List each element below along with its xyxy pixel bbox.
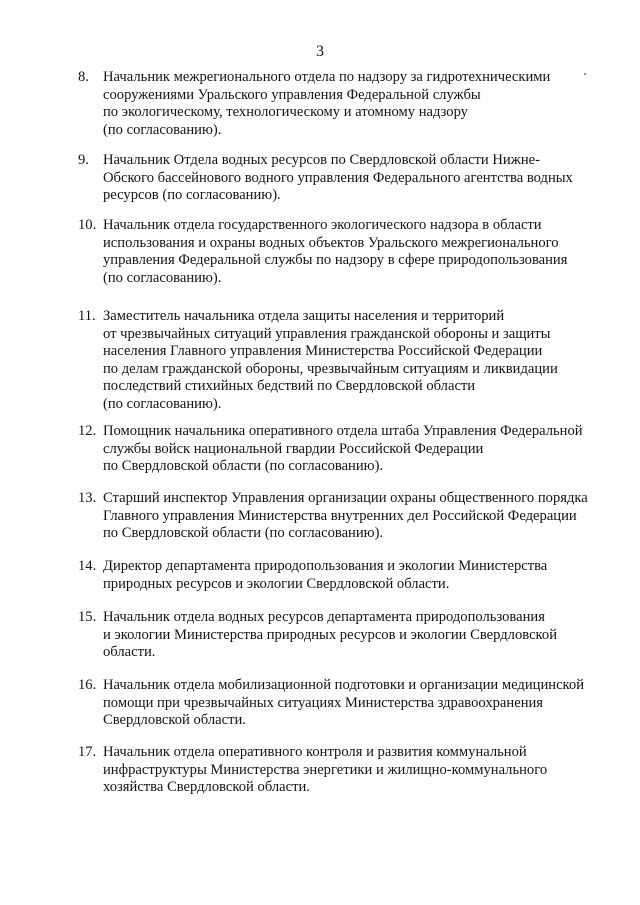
list-item: [78, 677, 608, 730]
item-text: [103, 609, 608, 662]
item-text-line: и экологии Министерства природных ресурсов и экологии Свердловской: [103, 626, 558, 643]
item-text-line: природных ресурсов и экологии Свердловской области.: [103, 575, 450, 592]
item-text-line: хозяйства Свердловской области.: [103, 779, 310, 796]
item-text-line: службы войск национальной гвардии Российской Федерации: [103, 440, 484, 457]
item-text-line: Начальник отдела оперативного контроля и развития коммунальной: [103, 744, 527, 760]
item-text-line: от чрезвычайных ситуаций управления гражданской обороны и защиты: [103, 325, 551, 342]
item-text-line: (по согласованию).: [103, 395, 222, 412]
list-item: [78, 558, 608, 593]
item-number: 16.: [78, 677, 97, 693]
item-text: [103, 152, 608, 205]
list-item: [78, 217, 608, 287]
item-text-line: (по согласованию).: [103, 269, 222, 286]
item-text-line: последствий стихийных бедствий по Свердловской области: [103, 378, 476, 395]
item-text-line: по делам гражданской обороны, чрезвычайным ситуациям и ликвидации: [103, 360, 558, 377]
item-text-line: Начальник отдела мобилизационной подготовки и организации медицинской: [103, 677, 585, 693]
item-text: [103, 558, 608, 593]
item-text-line: области.: [103, 644, 156, 661]
item-text-line: Помощник начальника оперативного отдела штаба Управления Федеральной: [103, 423, 583, 439]
item-text: [103, 217, 608, 287]
item-text-line: управления Федеральной службы по надзору в сфере природопользования: [103, 252, 568, 269]
item-number: 17.: [78, 744, 97, 760]
item-text-line: по экологическому, технологическому и атомному надзору: [103, 104, 468, 121]
item-text: [103, 677, 608, 730]
item-text: [103, 744, 608, 797]
item-text-line: Начальник отдела водных ресурсов департамента природопользования: [103, 609, 545, 625]
list-item: [78, 152, 608, 205]
item-text-line: сооружениями Уральского управления Федеральной службы: [103, 86, 481, 103]
item-text-line: по Свердловской области (по согласованию).: [103, 525, 384, 542]
item-number: 10.: [78, 217, 97, 233]
item-number: 11.: [78, 308, 96, 324]
item-number: 15.: [78, 609, 97, 625]
item-text-line: Директор департамента природопользования и экологии Министерства: [103, 558, 548, 574]
item-text-line: помощи при чрезвычайных ситуациях Министерства здравоохранения: [103, 694, 544, 711]
item-text-line: по Свердловской области (по согласованию).: [103, 458, 384, 475]
list-item: [78, 69, 608, 139]
item-text-line: Главного управления Министерства внутренних дел Российской Федерации: [103, 507, 577, 524]
list-item: [78, 423, 608, 476]
item-text-line: Старший инспектор Управления организации охраны общественного порядка: [103, 490, 588, 506]
item-text-line: использования и охраны водных объектов Уральского межрегионального: [103, 234, 559, 251]
item-text-line: Начальник отдела государственного экологического надзора в области: [103, 217, 542, 233]
list-item: [78, 490, 608, 543]
item-text: [103, 69, 608, 139]
item-text-line: Начальник Отдела водных ресурсов по Свердловской области Нижне-: [103, 152, 540, 168]
item-text: [103, 423, 608, 476]
list-item: [78, 308, 608, 414]
item-text-line: Обского бассейнового водного управления Федерального агентства водных: [103, 169, 573, 186]
item-number: 14.: [78, 558, 97, 574]
item-text-line: (по согласованию).: [103, 121, 222, 138]
item-number: 8.: [78, 69, 89, 85]
item-text-line: Свердловской области.: [103, 712, 246, 729]
list-item: [78, 744, 608, 797]
list-item: [78, 609, 608, 662]
item-number: 12.: [78, 423, 97, 439]
item-number: 13.: [78, 490, 97, 506]
item-text-line: населения Главного управления Министерства Российской Федерации: [103, 343, 543, 360]
page-number: 3: [316, 43, 324, 60]
item-text-line: Заместитель начальника отдела защиты населения и территорий: [103, 308, 505, 324]
item-number: 9.: [78, 152, 89, 168]
item-text: [103, 490, 608, 543]
item-text-line: Начальник межрегионального отдела по надзору за гидротехническими: [103, 69, 551, 85]
item-text: [103, 308, 608, 414]
item-text-line: ресурсов (по согласованию).: [103, 187, 281, 204]
item-text-line: инфраструктуры Министерства энергетики и жилищно-коммунального: [103, 761, 548, 778]
